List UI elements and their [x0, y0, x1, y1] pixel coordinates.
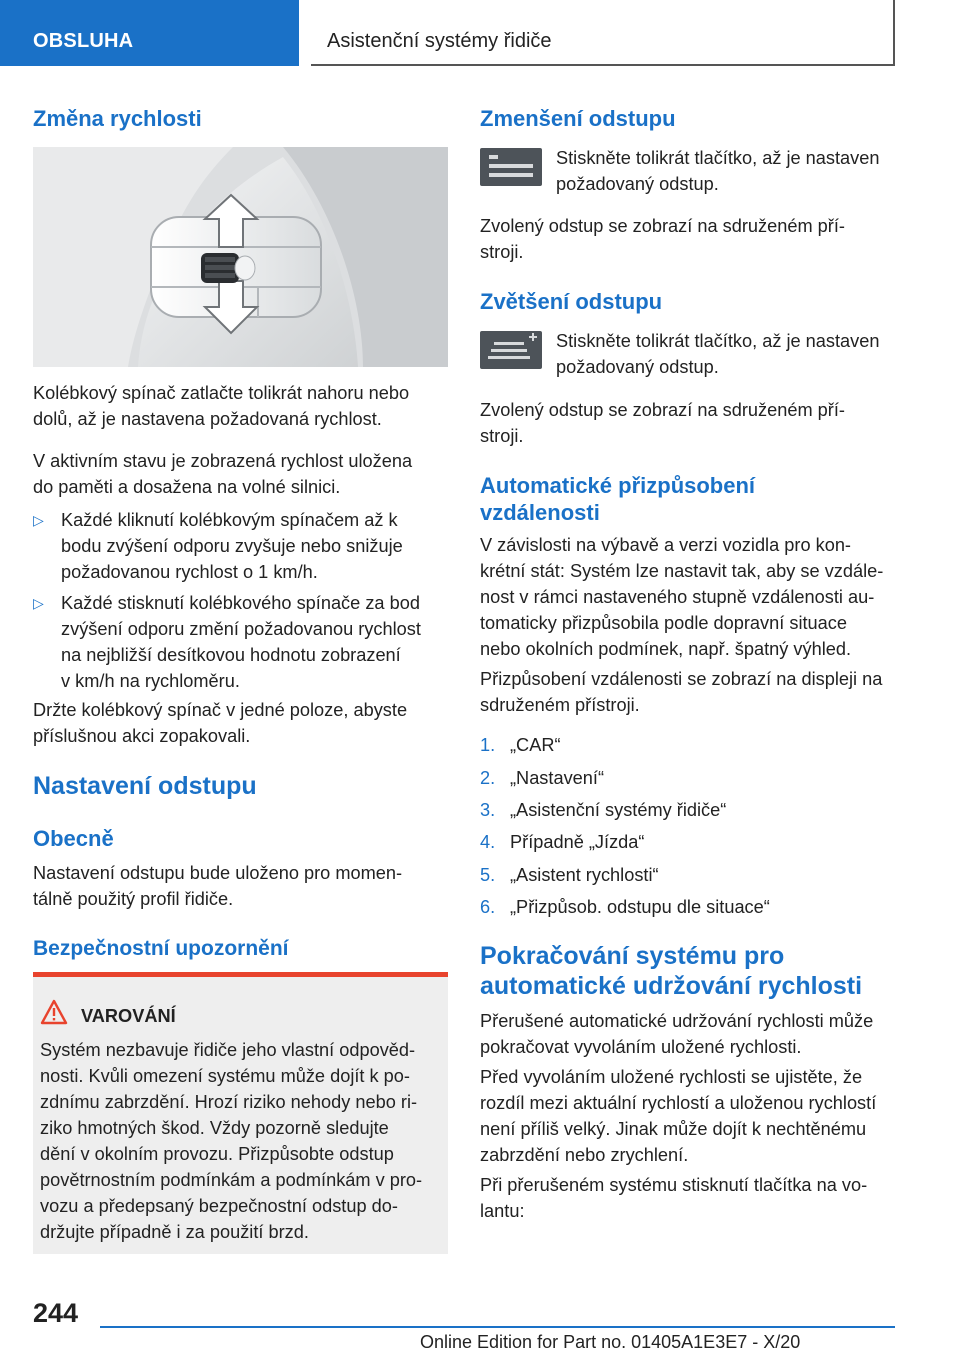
- heading-decrease-distance: Zmenšení odstupu: [480, 106, 676, 131]
- heading-continue-line-1: Pokračování systému pro: [480, 942, 785, 970]
- distance-decrease-icon: [480, 148, 542, 186]
- increase-text-line-2: požadovaný odstup.: [556, 357, 719, 377]
- paragraph-active-line-2: do paměti a dosažena na volné silnici.: [33, 477, 341, 497]
- auto-display-line-2: sdruženém přístroji.: [480, 695, 640, 715]
- bullet-marker-icon: ▷: [33, 512, 44, 528]
- warning-text-line: Systém nezbavuje řidiče jeho vlastní odpověd-: [40, 1040, 416, 1060]
- heading-general: Obecně: [33, 826, 114, 851]
- paragraph-active-line-1: V aktivním stavu je zobrazená rychlost uložena: [33, 451, 413, 471]
- heading-change-speed: Změna rychlosti: [33, 106, 202, 131]
- warning-triangle-icon: [40, 999, 68, 1025]
- continue-paragraph-line: zabrzdění nebo zrychlení.: [480, 1145, 689, 1165]
- bullet-text: na nejbližší desítkovou hodnotu zobrazení: [61, 645, 401, 665]
- warning-text-line: povětrnostním podmínkám a podmínkám v pro-: [40, 1170, 423, 1190]
- heading-continue-line-2: automatické udržování rychlosti: [480, 972, 863, 1000]
- section-title: OBSLUHA: [33, 30, 134, 52]
- step-item: [480, 797, 896, 823]
- step-text: „Nastavení“: [510, 768, 605, 788]
- page-number: 244: [33, 1298, 79, 1328]
- step-number: 3.: [480, 800, 496, 820]
- footer-divider: [100, 1326, 895, 1328]
- warning-box: [33, 972, 448, 1254]
- step-item: [480, 765, 896, 791]
- bullet-item-click: [33, 507, 448, 587]
- heading-safety: Bezpečnostní upozornění: [33, 937, 289, 960]
- increase-text-line-1: Stiskněte tolikrát tlačítko, až je nastaven: [556, 331, 880, 351]
- bullet-item-press: [33, 590, 448, 696]
- step-item: [480, 862, 896, 888]
- chapter-tab: [311, 0, 895, 66]
- step-text: „Asistenční systémy řidiče“: [510, 800, 727, 820]
- section-tab: [0, 0, 299, 66]
- step-text: „CAR“: [510, 735, 561, 755]
- warning-text-line: dění v okolním provozu. Přizpůsobte odstup: [40, 1144, 394, 1164]
- warning-text-line: vozu a předepsaný bezpečnostní odstup do-: [40, 1196, 398, 1216]
- footer-edition: Online Edition for Part no. 01405A1E3E7 - X/20: [420, 1332, 801, 1352]
- heading-auto-distance-line-1: Automatické přizpůsobení: [480, 473, 756, 498]
- decrease-note-line-2: stroji.: [480, 242, 524, 262]
- bullet-text: bodu zvýšení odporu zvyšuje nebo snižuje: [61, 536, 403, 556]
- heading-set-distance: Nastavení odstupu: [33, 772, 257, 800]
- decrease-note-line-1: Zvolený odstup se zobrazí na sdruženém pří-: [480, 216, 845, 236]
- bullet-text: zvýšení odporu změní požadovanou rychlost: [61, 619, 421, 639]
- warning-text-line: držujte případně i za použití brzd.: [40, 1222, 309, 1242]
- step-text: Případně „Jízda“: [510, 832, 645, 852]
- step-item: [480, 829, 896, 855]
- paragraph-rocker-line-2: dolů, až je nastavena požadovaná rychlost.: [33, 409, 382, 429]
- auto-paragraph-line: nebo okolních podmínek, např. špatný výhled.: [480, 639, 852, 659]
- step-item: [480, 894, 896, 920]
- warning-title: VAROVÁNÍ: [81, 1006, 176, 1026]
- step-number: 4.: [480, 832, 496, 852]
- auto-paragraph-line: V závislosti na výbavě a verzi vozidla pro kon-: [480, 535, 851, 555]
- continue-paragraph-line: není příliš velký. Jinak může dojít k nechtěnému: [480, 1119, 867, 1139]
- step-number: 1.: [480, 735, 496, 755]
- step-text: „Přizpůsob. odstupu dle situace“: [510, 897, 770, 917]
- continue-paragraph-line: Při přerušeném systému stisknutí tlačítka na vo-: [480, 1175, 868, 1195]
- auto-paragraph-line: nost v rámci nastaveného stupně vzdálenosti au-: [480, 587, 875, 607]
- paragraph-general-line-2: tálně použitý profil řidiče.: [33, 889, 234, 909]
- warning-text-line: nosti. Kvůli omezení systému může dojít k po-: [40, 1066, 410, 1086]
- step-number: 5.: [480, 865, 496, 885]
- bullet-text: požadovanou rychlost o 1 km/h.: [61, 562, 318, 582]
- auto-paragraph-line: tomaticky přizpůsobila podle dopravní situace: [480, 613, 847, 633]
- bullet-text: Každé kliknutí kolébkovým spínačem až k: [61, 510, 398, 530]
- paragraph-rocker-line-1: Kolébkový spínač zatlačte tolikrát nahoru nebo: [33, 383, 410, 403]
- warning-text-line: zdnímu zabrzdění. Hrozí riziko nehody nebo ri-: [40, 1092, 418, 1112]
- paragraph-general-line-1: Nastavení odstupu bude uloženo pro momen-: [33, 863, 403, 883]
- step-text: „Asistent rychlosti“: [510, 865, 659, 885]
- bullet-marker-icon: ▷: [33, 595, 44, 611]
- paragraph-hold-line-1: Držte kolébkový spínač v jedné poloze, abyste: [33, 700, 408, 720]
- step-number: 6.: [480, 897, 496, 917]
- heading-increase-distance: Zvětšení odstupu: [480, 289, 663, 314]
- increase-note-line-2: stroji.: [480, 426, 524, 446]
- decrease-text-line-1: Stiskněte tolikrát tlačítko, až je nastaven: [556, 148, 880, 168]
- step-item: [480, 732, 896, 758]
- paragraph-hold-line-2: příslušnou akci zopakovali.: [33, 726, 251, 746]
- step-number: 2.: [480, 768, 496, 788]
- heading-auto-distance-line-2: vzdálenosti: [480, 500, 600, 525]
- continue-paragraph-line: lantu:: [480, 1201, 525, 1221]
- continue-paragraph-line: pokračovat vyvoláním uložené rychlosti.: [480, 1037, 802, 1057]
- bullet-text: Každé stisknutí kolébkového spínače za bod: [61, 593, 420, 613]
- continue-paragraph-line: Před vyvoláním uložené rychlosti se ujistěte, že: [480, 1067, 863, 1087]
- continue-paragraph-line: Přerušené automatické udržování rychlosti může: [480, 1011, 874, 1031]
- rocker-switch-illustration: [33, 147, 448, 367]
- decrease-text-line-2: požadovaný odstup.: [556, 174, 719, 194]
- auto-paragraph-line: krétní stát: Systém lze nastavit tak, aby se vzdále-: [480, 561, 884, 581]
- continue-paragraph-line: rozdíl mezi aktuální rychlostí a uloženou rychlostí: [480, 1093, 877, 1113]
- bullet-text: v km/h na rychloměru.: [61, 671, 240, 691]
- steering-wheel-rocker-switch-image: [33, 147, 448, 367]
- increase-note-line-1: Zvolený odstup se zobrazí na sdruženém pří-: [480, 400, 845, 420]
- auto-display-line-1: Přizpůsobení vzdálenosti se zobrazí na displeji na: [480, 669, 883, 689]
- distance-increase-icon: [480, 331, 542, 369]
- chapter-title: Asistenční systémy řidiče: [327, 30, 552, 52]
- warning-text-line: ziko hmotných škod. Vždy pozorně sledujte: [40, 1118, 389, 1138]
